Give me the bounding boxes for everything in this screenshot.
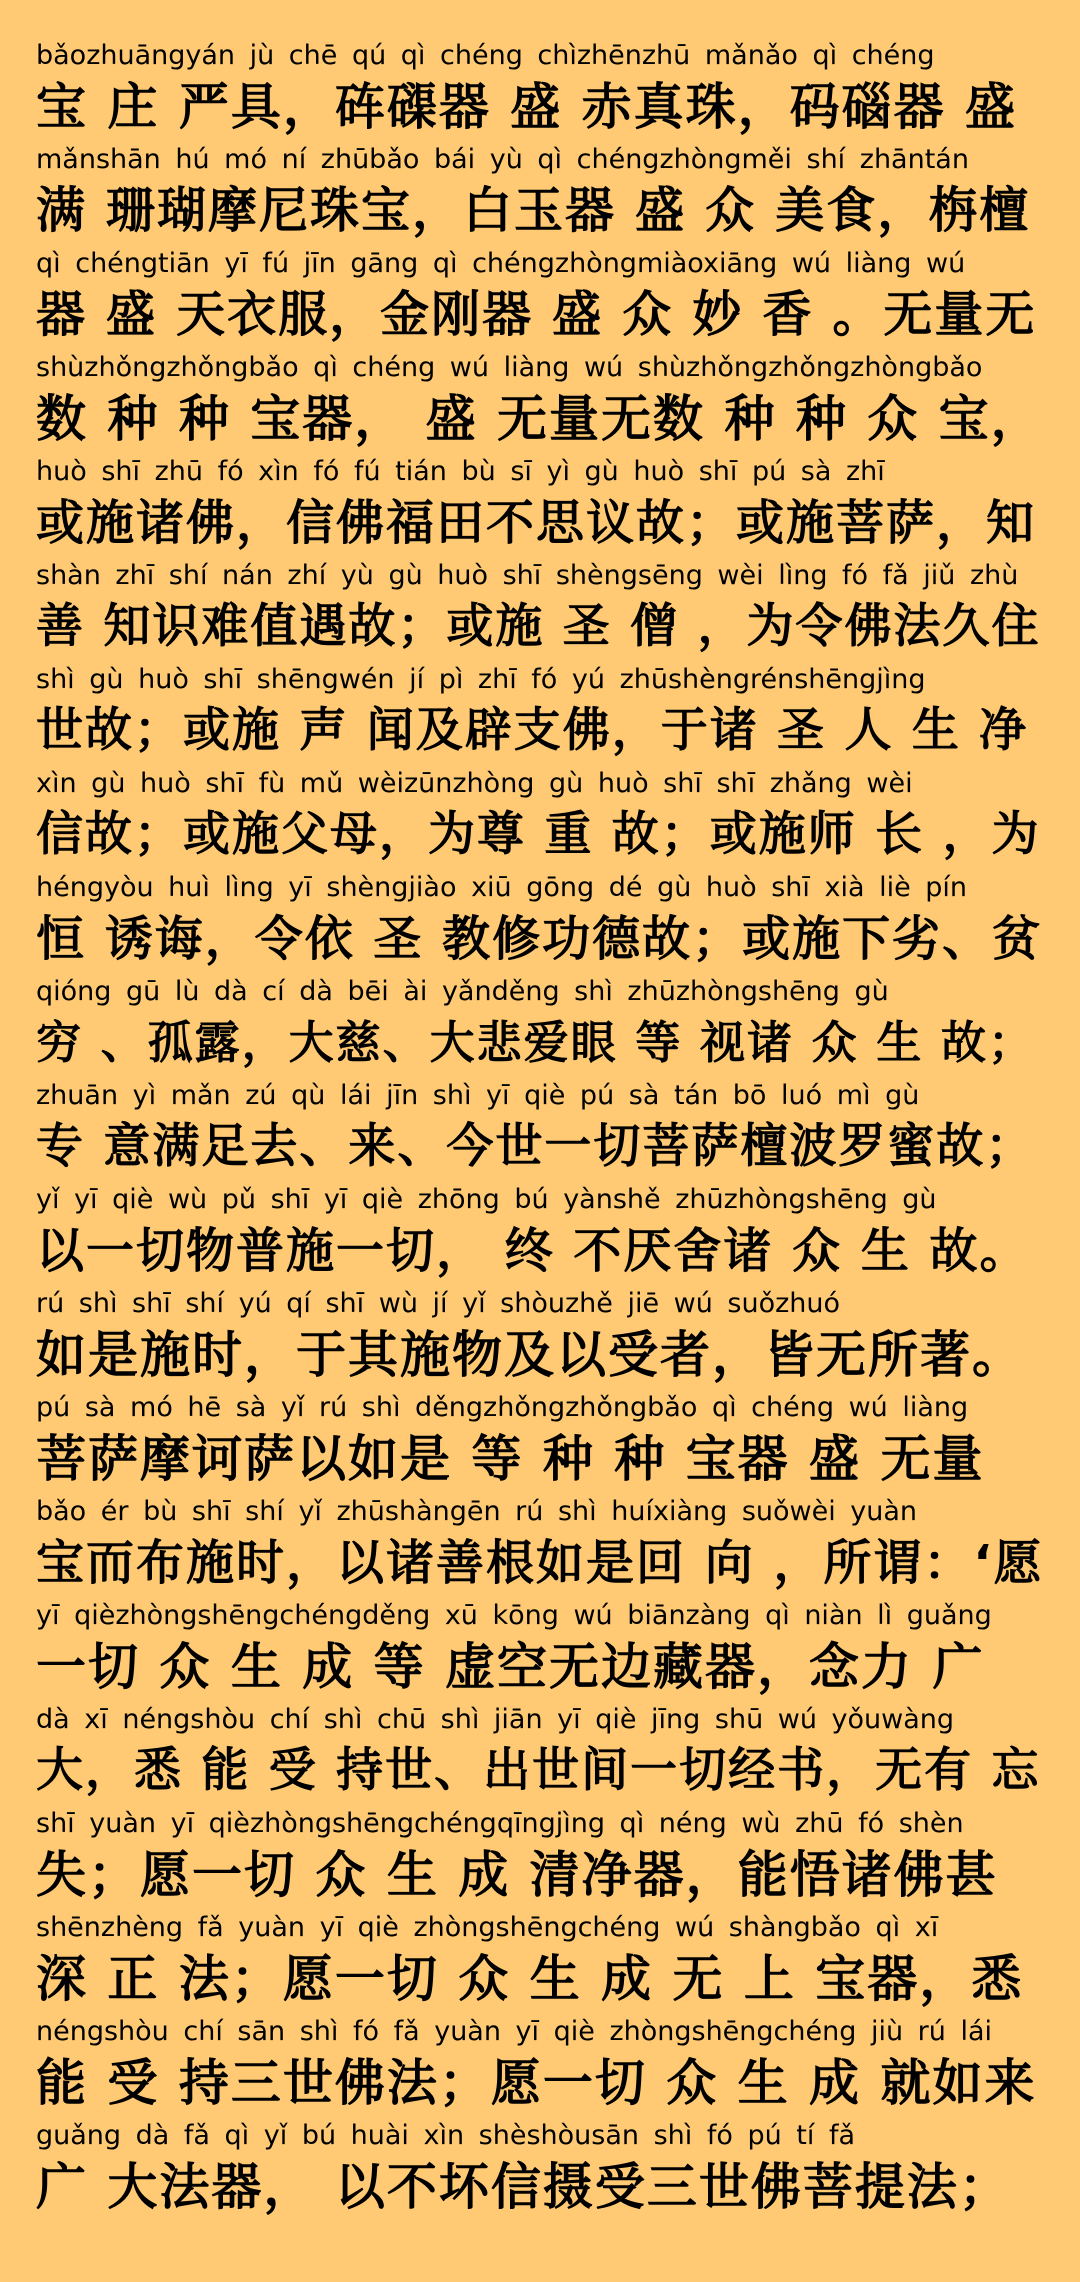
hanzi-line: 或施诸佛，信佛福田不思议故；或施菩萨，知	[36, 495, 1037, 551]
pinyin-line: dà xī néngshòu chí shì chū shì jiān yī qiè jīng shū wú yǒuwàng	[36, 1704, 955, 1735]
hanzi-line: 信故；或施父母，为尊 重 故；或施师 长 ，为	[36, 807, 1041, 862]
verse-line	[36, 1284, 1044, 1388]
pinyin-line: néngshòu chí sān shì fó fǎ yuàn yī qiè zhòngshēngchéng jiù rú lái	[36, 2016, 992, 2047]
hanzi-line: 大，悉 能 受 持世、出世间一切经书，无有 忘	[36, 1743, 1041, 1798]
verse-line	[36, 1492, 1044, 1596]
pinyin-line: shàn zhī shí nán zhí yù gù huò shī shèngsēng wèi lìng fó fǎ jiǔ zhù	[36, 560, 1019, 591]
hanzi-line: 一切 众 生 成 等 虚空无边藏器，念力 广	[36, 1638, 985, 1696]
hanzi-line: 如是施时，于其施物及以受者，皆无所著。	[36, 1326, 1024, 1384]
pinyin-line: shì gù huò shī shēngwén jí pì zhī fó yú zhūshèngrénshēngjìng	[36, 664, 926, 695]
hanzi-line: 宝 庄 严具，砗磲器 盛 赤真珠，码碯器 盛	[36, 78, 1018, 136]
hanzi-line: 失；愿一切 众 生 成 清净器，能悟诸佛甚	[36, 1846, 998, 1904]
pinyin-line: xìn gù huò shī fù mǔ wèizūnzhòng gù huò shī shī zhǎng wèi	[36, 768, 913, 799]
verse-line	[36, 764, 1044, 868]
hanzi-line: 满 珊瑚摩尼珠宝，白玉器 盛 众 美食，栴檀	[36, 182, 1031, 239]
hanzi-line: 广 大法器， 以不坏信摄受三世佛菩提法；	[36, 2158, 1011, 2216]
hanzi-line: 器 盛 天衣服，金刚器 盛 众 妙 香 。无量无	[36, 286, 1037, 343]
pinyin-line: qióng gū lù dà cí dà bēi ài yǎnděng shì zhūzhòngshēng gù	[36, 976, 889, 1007]
pinyin-line: yǐ yī qiè wù pǔ shī yī qiè zhōng bú yànshě zhūzhòngshēng gù	[36, 1184, 937, 1215]
hanzi-line: 以一切物普施一切， 终 不厌舍诸 众 生 故。	[36, 1223, 1030, 1279]
verse-line	[36, 36, 1044, 140]
verse-line	[36, 972, 1044, 1076]
verse-line	[36, 1804, 1044, 1908]
pinyin-line: bǎo ér bù shī shí yǐ zhūshàngēn rú shì huíxiàng suǒwèi yuàn	[36, 1496, 918, 1527]
verse-line	[36, 452, 1044, 556]
verse-line	[36, 556, 1044, 660]
pinyin-line: rú shì shī shí yú qí shī wù jí yǐ shòuzhě jiē wú suǒzhuó	[36, 1288, 841, 1319]
pinyin-line: guǎng dà fǎ qì yǐ bú huài xìn shèshòusān shì fó pú tí fǎ	[36, 2120, 856, 2151]
pinyin-line: pú sà mó hē sà yǐ rú shì děngzhǒngzhǒngbǎo qì chéng wú liàng	[36, 1392, 969, 1423]
verse-line	[36, 2116, 1044, 2220]
hanzi-line: 专 意满足去、来、今世一切菩萨檀波罗蜜故；	[36, 1119, 1035, 1174]
pinyin-line: héngyòu huì lìng yī shèngjiào xiū gōng dé gù huò shī xià liè pín	[36, 872, 968, 903]
hanzi-line: 善 知识难值遇故；或施 圣 僧 ，为令佛法久住	[36, 599, 1041, 654]
hanzi-line: 能 受 持三世佛法；愿一切 众 生 成 就如来	[36, 2054, 1037, 2112]
verse-line	[36, 1908, 1044, 2012]
hanzi-line: 深 正 法；愿一切 众 生 成 无 上 宝器，悉	[36, 1950, 1024, 2008]
verse-line	[36, 1076, 1044, 1180]
verse-line	[36, 1388, 1044, 1492]
verse-line	[36, 1180, 1044, 1284]
hanzi-line: 世故；或施 声 闻及辟支佛，于诸 圣 人 生 净	[36, 703, 1029, 758]
pinyin-line: shī yuàn yī qièzhòngshēngchéngqīngjìng qì néng wù zhū fó shèn	[36, 1808, 964, 1839]
verse-line	[36, 244, 1044, 348]
verse-line	[36, 2012, 1044, 2116]
hanzi-line: 恒 诱诲，令依 圣 教修功德故；或施下劣、贫	[36, 911, 1043, 967]
verse-line	[36, 140, 1044, 244]
hanzi-line: 宝而布施时，以诸善根如是回 向 ，所谓：‘愿	[36, 1535, 1044, 1591]
pinyin-line: bǎozhuāngyán jù chē qú qì chéng chìzhēnzhū mǎnǎo qì chéng	[36, 40, 935, 71]
pinyin-line: shùzhǒngzhǒngbǎo qì chéng wú liàng wú shùzhǒngzhǒngzhòngbǎo	[36, 352, 983, 383]
pinyin-line: yī qièzhòngshēngchéngděng xū kōng wú biānzàng qì niàn lì guǎng	[36, 1600, 992, 1631]
pinyin-line: qì chéngtiān yī fú jīn gāng qì chéngzhòngmiàoxiāng wú liàng wú	[36, 248, 966, 279]
pinyin-line: zhuān yì mǎn zú qù lái jīn shì yī qiè pú sà tán bō luó mì gù	[36, 1080, 920, 1111]
verse-line	[36, 348, 1044, 452]
verse-line	[36, 868, 1044, 972]
hanzi-line: 穷 、孤露，大慈、大悲爱眼 等 视诸 众 生 故；	[36, 1016, 1036, 1069]
pinyin-line: shēnzhèng fǎ yuàn yī qiè zhòngshēngchéng wú shàngbǎo qì xī	[36, 1912, 939, 1943]
verse-line	[36, 1596, 1044, 1700]
verse-line	[36, 660, 1044, 764]
pinyin-line: huò shī zhū fó xìn fó fú tián bù sī yì gù huò shī pú sà zhī	[36, 456, 885, 487]
verse-line	[36, 1700, 1044, 1804]
hanzi-line: 数 种 种 宝器， 盛 无量无数 种 种 众 宝，	[36, 390, 1043, 448]
pinyin-line: mǎnshān hú mó ní zhūbǎo bái yù qì chéngzhòngměi shí zhāntán	[36, 144, 969, 175]
hanzi-line: 菩萨摩诃萨以如是 等 种 种 宝器 盛 无量	[36, 1430, 985, 1488]
